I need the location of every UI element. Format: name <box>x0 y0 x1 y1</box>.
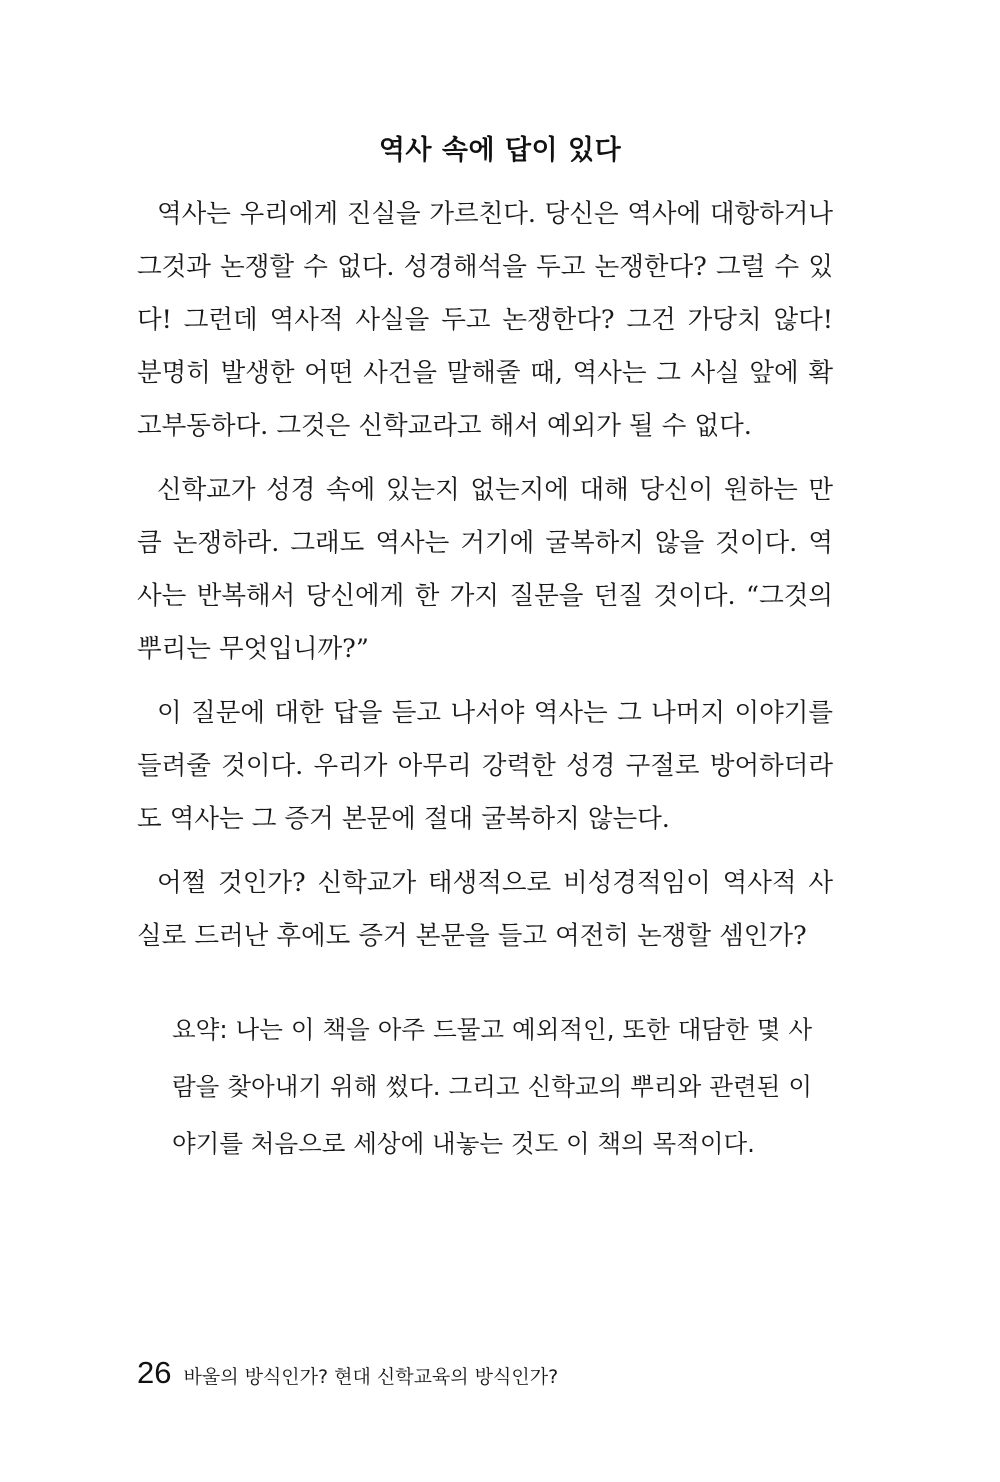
page-number: 26 <box>137 1355 172 1390</box>
summary-text: 요약: 나는 이 책을 아주 드물고 예외적인, 또한 대담한 몇 사람을 찾아내기 위해 썼다. 그리고 신학교의 뿌리와 관련된 이야기를 처음으로 세상에 내놓는 것도 이 책의 목적이다. <box>172 1015 812 1158</box>
page-footer <box>137 1355 558 1395</box>
paragraph-2: 신학교가 성경 속에 있는지 없는지에 대해 당신이 원하는 만큼 논쟁하라. 그래도 역사는 거기에 굴복하지 않을 것이다. 역사는 반복해서 당신에게 한 가지 질문을 던질 것이다. “그것의 뿌리는 무엇입니까?” <box>137 475 833 664</box>
body-text <box>137 188 833 963</box>
paragraph-4: 어쩔 것인가? 신학교가 태생적으로 비성경적임이 역사적 사실로 드러난 후에도 증거 본문을 들고 여전히 논쟁할 셈인가? <box>137 868 833 951</box>
running-title: 바울의 방식인가? 현대 신학교육의 방식인가? <box>183 1366 559 1388</box>
paragraph-3: 이 질문에 대한 답을 듣고 나서야 역사는 그 나머지 이야기를 들려줄 것이다. 우리가 아무리 강력한 성경 구절로 방어하더라도 역사는 그 증거 본문에 절대 굴복하지 않는다. <box>137 698 833 834</box>
paragraph-1: 역사는 우리에게 진실을 가르친다. 당신은 역사에 대항하거나 그것과 논쟁할 수 없다. 성경해석을 두고 논쟁한다? 그럴 수 있다! 그런데 역사적 사실을 두고 논쟁한다? 그건 가당치 않다! 분명히 발생한 어떤 사건을 말해줄 때, 역사는 그 사실 앞에 확고부동하다. 그것은 신학교라고 해서 예외가 될 수 없다. <box>137 199 833 441</box>
summary-block <box>172 1001 812 1172</box>
section-heading: 역사 속에 답이 있다 <box>378 135 622 166</box>
